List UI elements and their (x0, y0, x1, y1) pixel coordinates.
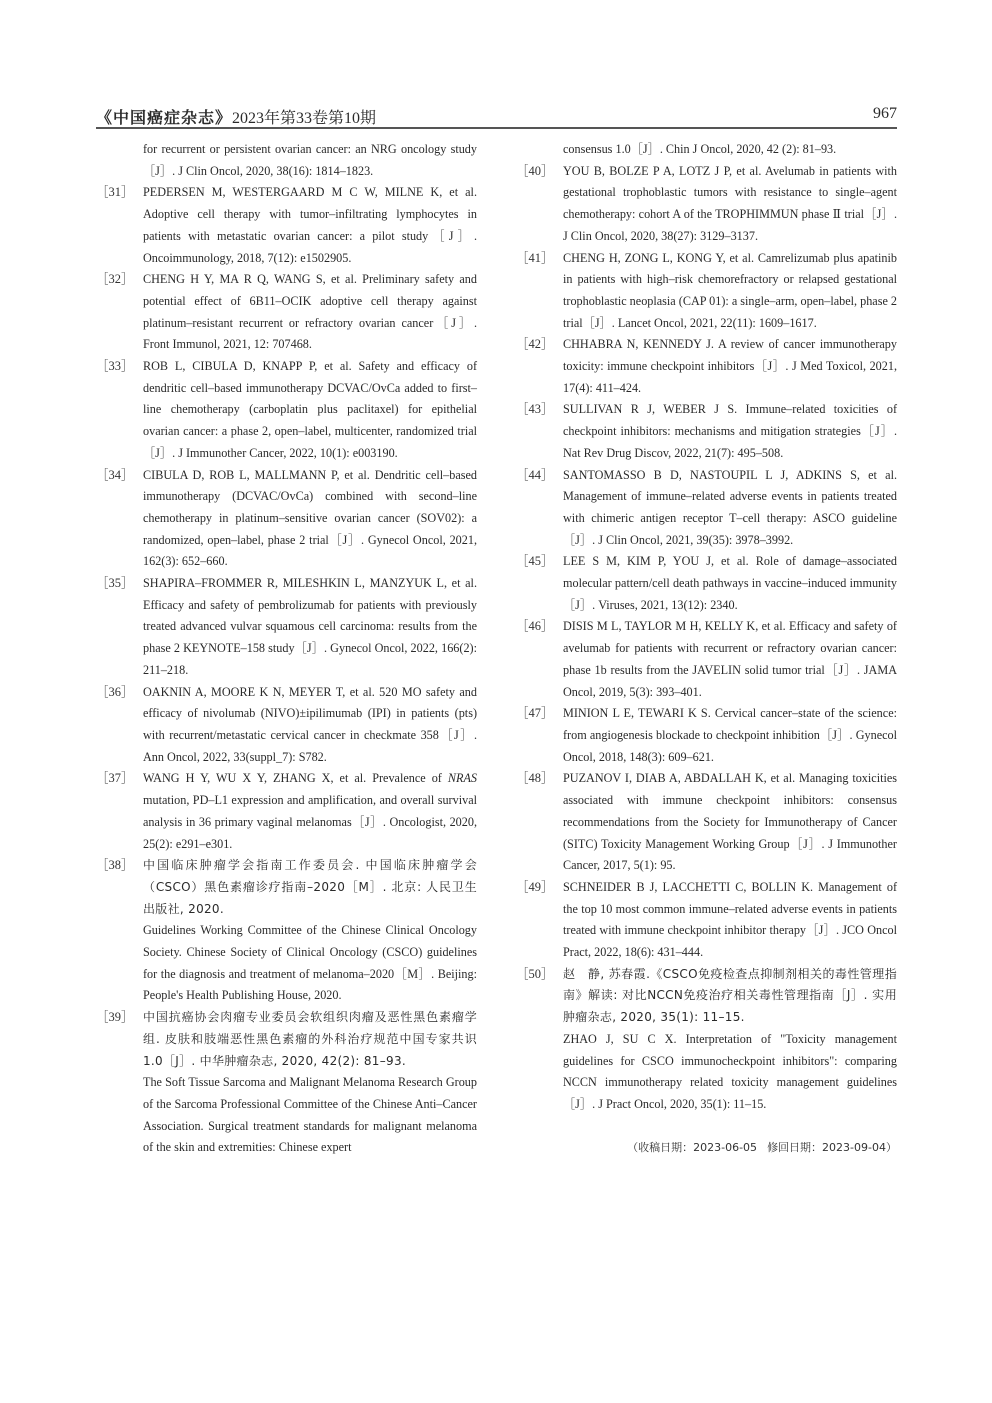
reference-text: PEDERSEN M, WESTERGAARD M C W, MILNE K, et al. Adoptive cell therapy with tumor–infiltrating lymphocytes in patients with metastatic ovarian cancer: a pilot study［J］. Oncoimmunology, 2018, 7(12): e1502905. (143, 185, 477, 265)
reference-item (96, 682, 477, 769)
reference-text: CHHABRA N, KENNEDY J. A review of cancer immunotherapy toxicity: immune checkpoint inhibitors［J］. J Med Toxicol, 2021, 17(4): 411–424. (563, 337, 897, 395)
reference-number: ［45］ (516, 554, 554, 569)
reference-number: ［48］ (516, 771, 554, 786)
reference-text-english: ZHAO J, SU C X. Interpretation of "Toxicity management guidelines for CSCO immunocheckpoint inhibitors": comparing NCCN immunotherapy related toxicity management guidelines［J］. J Pract Oncol, 2020, 35(1): 11–15. (563, 1031, 897, 1111)
reference-number: ［49］ (516, 879, 554, 894)
reference-item (516, 161, 897, 248)
reference-text: DISIS M L, TAYLOR M H, KELLY K, et al. Efficacy and safety of avelumab for patients with recurrent or refractory ovarian cancer: phase 1b results from the JAVELIN solid tumor trial［J］. JAMA Oncol, 2019, 5(3): 393–401. (563, 619, 897, 699)
reference-text-english: Guidelines Working Committee of the Chinese Clinical Oncology Society. Chinese Society of Clinical Oncology (CSCO) guidelines for the diagnosis and treatment of melanoma–2020［M］. Beijing: People's Health Publishing House, 2020. (143, 923, 477, 1003)
reference-item (516, 616, 897, 703)
journal-name: 《中国癌症杂志》 (96, 108, 233, 127)
page-number: 967 (873, 105, 897, 122)
reference-number: ［34］ (96, 467, 134, 482)
reference-number: ［50］ (516, 966, 554, 981)
reference-text: SANTOMASSO B D, NASTOUPIL L J, ADKINS S, et al. Management of immune–related adverse events in patients treated with chimeric antigen receptor T–cell therapy: ASCO guideline［J］. J Clin Oncol, 2021, 39(35): 3978–3992. (563, 467, 897, 547)
reference-text: CHENG H Y, MA R Q, WANG S, et al. Preliminary safety and potential effect of 6B11–OCIK adoptive cell therapy against platinum–resistant recurrent or refractory ovarian cancer［J］. Front Immunol, 2021, 12: 707468. (143, 272, 477, 352)
gene-name: NRAS (447, 771, 477, 786)
reference-text: YOU B, BOLZE P A, LOTZ J P, et al. Avelumab in patients with gestational trophoblastic tumors with resistance to single–agent chemotherapy: cohort A of the TROPHIMMUN phase Ⅱ trial［J］. J Clin Oncol, 2020, 38(27): 3129–3137. (563, 163, 897, 243)
reference-item (96, 573, 477, 682)
reference-item (96, 1007, 477, 1159)
reference-text: SCHNEIDER B J, LACCHETTI C, BOLLIN K. Management of the top 10 most common immune–related adverse events in patients treated with immune checkpoint inhibitor therapy［J］. JCO Oncol Pract, 2022, 18(6): 431–444. (563, 879, 897, 960)
reference-text-chinese: 赵 静, 苏春霞.《CSCO免疫检查点抑制剂相关的毒性管理指南》解读: 对比NCCN免疫治疗相关毒性管理指南［J］. 实用肿瘤杂志, 2020, 35(1): 11–15. (563, 966, 897, 1025)
reference-item (96, 855, 477, 1007)
reference-item (516, 334, 897, 399)
reference-number: ［42］ (516, 337, 554, 352)
reference-number: ［36］ (96, 684, 134, 699)
reference-number: ［47］ (516, 706, 554, 721)
reference-column-left (96, 139, 477, 1159)
reference-text: MINION L E, TEWARI K S. Cervical cancer–state of the science: from angiogenesis blockade to checkpoint inhibition［J］. Gynecol Oncol, 2018, 148(3): 609–621. (563, 706, 897, 764)
reference-item (516, 465, 897, 552)
revised-date: 修回日期：2023-09-04） (767, 1141, 897, 1154)
reference-text: LEE S M, KIM P, YOU J, et al. Role of damage–associated molecular pattern/cell death pathways in vaccine–induced immunity［J］. Viruses, 2021, 13(12): 2340. (563, 554, 897, 612)
reference-number: ［32］ (96, 272, 134, 287)
reference-number: ［41］ (516, 250, 554, 265)
reference-text (143, 768, 477, 855)
reference-text-chinese: 中国临床肿瘤学会指南工作委员会. 中国临床肿瘤学会（CSCO）黑色素瘤诊疗指南–2020［M］. 北京: 人民卫生出版社, 2020. (143, 858, 477, 916)
reference-item (516, 768, 897, 877)
reference-item (96, 182, 477, 269)
reference-number: ［37］ (96, 771, 134, 786)
reference-text-part: mutation, PD–L1 expression and amplification, and overall survival analysis in 36 primary vaginal melanomas［J］. Oncologist, 2020, 25(2): e291–e301. (143, 793, 477, 851)
reference-text-english: The Soft Tissue Sarcoma and Malignant Melanoma Research Group of the Sarcoma Professional Committee of the Chinese Anti–Cancer Association. Surgical treatment standards for malignant melanoma of the skin and extremities: Chinese expert (143, 1075, 477, 1155)
reference-number: ［46］ (516, 619, 554, 634)
reference-text: CHENG H, ZONG L, KONG Y, et al. Camrelizumab plus apatinib in patients with high–risk chemorefractory or relapsed gestational trophoblastic neoplasia (CAP 01): a single–arm, open–label, phase 2 trial［J］. Lancet Oncol, 2021, 22(11): 1609–1617. (563, 250, 897, 330)
reference-item (516, 877, 897, 964)
reference-item (516, 399, 897, 464)
reference-item (96, 269, 477, 356)
reference-continuation: for recurrent or persistent ovarian cancer: an NRG oncology study［J］. J Clin Oncol, 2020, 38(16): 1814–1823. (143, 142, 477, 178)
reference-number: ［39］ (96, 1010, 134, 1025)
received-date: （收稿日期：2023-06-05 (627, 1141, 758, 1154)
reference-number: ［43］ (516, 402, 554, 417)
reference-text: ROB L, CIBULA D, KNAPP P, et al. Safety and efficacy of dendritic cell–based immunotherapy DCVAC/OvCa added to first–line chemotherapy (carboplatin plus paclitaxel) for epithelial ovarian cancer: a phase 2, open–label, multicenter, randomized trial［J］. J Immunother Cancer, 2022, 10(1): e003190. (143, 359, 477, 460)
issue-info: 2023年第33卷第10期 (232, 110, 377, 127)
journal-title (96, 105, 376, 128)
reference-text-part: WANG H Y, WU X Y, ZHANG X, et al. Prevalence of (143, 771, 448, 786)
reference-item (96, 768, 477, 855)
reference-number: ［40］ (516, 163, 554, 178)
running-header (96, 103, 897, 129)
manuscript-dates (617, 1139, 897, 1155)
reference-item (516, 248, 897, 335)
reference-number: ［31］ (96, 185, 134, 200)
reference-text-chinese: 中国抗癌协会肉瘤专业委员会软组织肉瘤及恶性黑色素瘤学组. 皮肤和肢端恶性黑色素瘤的外科治疗规范中国专家共识1.0［J］. 中华肿瘤杂志, 2020, 42(2): 81–93. (143, 1010, 477, 1068)
reference-number: ［44］ (516, 467, 554, 482)
reference-text: CIBULA D, ROB L, MALLMANN P, et al. Dendritic cell–based immunotherapy (DCVAC/OvCa) combined with second–line chemotherapy in platinum–sensitive ovarian cancer (SOV02): a randomized, open–label, phase 2 trial［J］. Gynecol Oncol, 2021, 162(3): 652–660. (143, 467, 477, 569)
reference-item (516, 551, 897, 616)
reference-column-right (516, 139, 897, 1116)
reference-item (516, 964, 897, 1116)
reference-number: ［38］ (96, 858, 134, 873)
reference-item (96, 356, 477, 465)
reference-number: ［35］ (96, 576, 134, 591)
reference-item (96, 465, 477, 574)
reference-text: SHAPIRA–FROMMER R, MILESHKIN L, MANZYUK L, et al. Efficacy and safety of pembrolizumab for patients with previously treated advanced vulvar squamous cell carcinoma: results from the phase 2 KEYNOTE–158 study［J］. Gynecol Oncol, 2022, 166(2): 211–218. (143, 576, 477, 677)
reference-continuation: consensus 1.0［J］. Chin J Oncol, 2020, 42 (2): 81–93. (563, 142, 837, 156)
reference-text: OAKNIN A, MOORE K N, MEYER T, et al. 520 MO safety and efficacy of nivolumab (NIVO)±ipilimumab (IPI) in patients (pts) with recurrent/metastatic cervical cancer in checkmate 358［J］. Ann Oncol, 2022, 33(suppl_7): S782. (143, 684, 477, 764)
reference-text: SULLIVAN R J, WEBER J S. Immune–related toxicities of checkpoint inhibitors: mechanisms and mitigation strategies［J］. Nat Rev Drug Discov, 2022, 21(7): 495–508. (563, 402, 897, 460)
reference-number: ［33］ (96, 359, 134, 374)
reference-text: PUZANOV I, DIAB A, ABDALLAH K, et al. Managing toxicities associated with immune checkpoint inhibitors: consensus recommendations from the Society for Immunotherapy of Cancer (SITC) Toxicity Management Working Group［J］. J Immunother Cancer, 2017, 5(1): 95. (563, 771, 897, 873)
reference-item (516, 703, 897, 768)
